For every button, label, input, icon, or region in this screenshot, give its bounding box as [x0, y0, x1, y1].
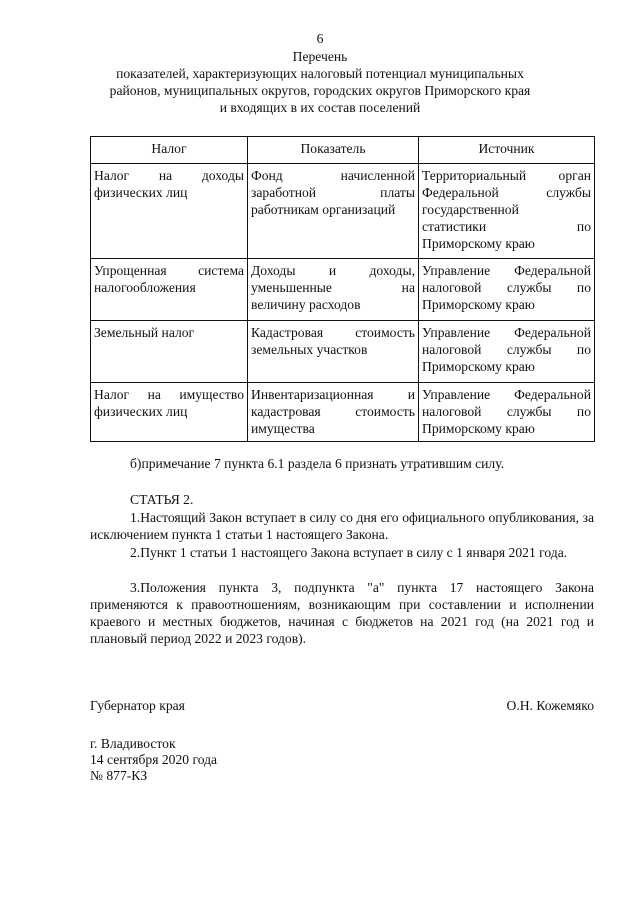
table-header-row — [91, 137, 595, 164]
indicator-cell: Инвентаризационная и кадастровая стоимость имущества — [248, 383, 419, 442]
source-cell: Управление Федеральной налоговой службы по Приморскому краю — [419, 321, 595, 383]
table-row — [91, 383, 595, 442]
document-subtitle — [60, 65, 580, 116]
signature-position: Губернатор края — [90, 698, 185, 713]
subtitle-line: и входящих в их состав поселений — [219, 100, 421, 115]
column-header-source: Источник — [419, 137, 595, 164]
tax-cell: Налог на имущество физических лиц — [91, 383, 248, 442]
article-heading: СТАТЬЯ 2. — [130, 492, 194, 507]
column-header-tax: Налог — [91, 137, 248, 164]
indicator-cell: Фонд начисленной заработной платы работникам организаций — [248, 164, 419, 259]
subtitle-line: районов, муниципальных округов, городских округов Приморского края — [109, 83, 531, 98]
subtitle-line: показателей, характеризующих налоговый потенциал муниципальных — [116, 66, 524, 81]
note-paragraph: б)примечание 7 пункта 6.1 раздела 6 признать утратившим силу. — [130, 456, 505, 471]
footer-number: № 877-КЗ — [90, 768, 148, 783]
document-title: Перечень — [292, 49, 348, 64]
footer-city: г. Владивосток — [90, 736, 176, 751]
source-cell: Управление Федеральной налоговой службы по Приморскому краю — [419, 259, 595, 321]
article-item-2: 2.Пункт 1 статьи 1 настоящего Закона вступает в силу с 1 января 2021 года. — [130, 545, 568, 560]
tax-cell: Земельный налог — [91, 321, 248, 383]
tax-cell: Упрощенная система налогообложения — [91, 259, 248, 321]
article-item-1: 1.Настоящий Закон вступает в силу со дня его официального опубликования, за исключением пункта 1 статьи 1 настоящего Закона. — [90, 510, 594, 542]
indicator-cell: Доходы и доходы, уменьшенные на величину расходов — [248, 259, 419, 321]
tax-cell: Налог на доходы физических лиц — [91, 164, 248, 259]
table-row — [91, 164, 595, 259]
table-row — [91, 259, 595, 321]
page-number: 6 — [316, 31, 324, 46]
source-cell: Территориальный орган Федеральной службы государственной статистики по Приморскому краю — [419, 164, 595, 259]
signature-name: О.Н. Кожемяко — [506, 698, 594, 713]
indicator-cell: Кадастровая стоимость земельных участков — [248, 321, 419, 383]
article-item-3: 3.Положения пункта 3, подпункта "а" пункта 17 настоящего Закона применяются к правоотношениям, возникающим при составлении и исполнении краевого и местных бюджетов, начиная с бюджетов на 2021 год (на 2021 год и плановый период 2022 и 2023 годов). — [90, 580, 594, 646]
table-row — [91, 321, 595, 383]
footer-date: 14 сентября 2020 года — [90, 752, 218, 767]
column-header-indicator: Показатель — [248, 137, 419, 164]
indicators-table — [90, 136, 595, 442]
source-cell: Управление Федеральной налоговой службы по Приморскому краю — [419, 383, 595, 442]
